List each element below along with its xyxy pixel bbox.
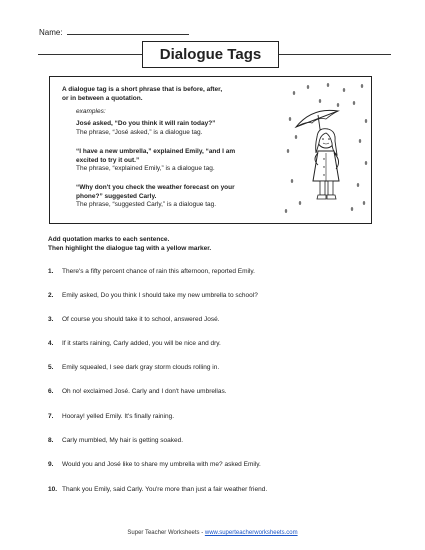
list-item: 2. Emily asked, Do you think I should take my new umbrella to school? <box>48 292 258 299</box>
list-item: 10. Thank you Emily, said Carly. You're more than just a fair weather friend. <box>48 486 268 493</box>
list-item: 8. Carly mumbled, My hair is getting soaked. <box>48 437 184 444</box>
example-2: “I have a new umbrella,” explained Emily, “and I am excited to try it out.” The phrase, “explained Emily,” is a dialogue tag. <box>76 148 236 172</box>
example-3: “Why don't you check the weather forecast on your phone?” suggested Carly. The phrase, “suggested Carly,” is a dialogue tag. <box>76 184 235 208</box>
list-item: 5. Emily squealed, I see dark gray storm clouds rolling in. <box>48 364 220 371</box>
girl-with-umbrella-illustration <box>282 81 370 221</box>
list-item: 1. There's a fifty percent chance of rain this afternoon, reported Emily. <box>48 268 255 275</box>
name-label: Name: <box>39 28 63 37</box>
definition: A dialogue tag is a short phrase that is before, after, or in between a quotation. <box>62 86 223 102</box>
name-field-row <box>39 27 189 37</box>
list-item: 4. If it starts raining, Carly added, you will be nice and dry. <box>48 340 221 347</box>
name-line <box>67 27 189 35</box>
example-1: José asked, “Do you think it will rain today?” The phrase, “José asked,” is a dialogue tag. <box>76 120 216 136</box>
definition-box <box>49 76 372 224</box>
page-title: Dialogue Tags <box>142 41 279 68</box>
footer-brand: Super Teacher Worksheets - <box>127 530 205 536</box>
instructions: Add quotation marks to each sentence. Then highlight the dialogue tag with a yellow marker. <box>48 236 212 252</box>
list-item: 7. Hooray! yelled Emily. It's finally raining. <box>48 413 175 420</box>
list-item: 9. Would you and José like to share my umbrella with me? asked Emily. <box>48 461 261 468</box>
list-item: 6. Oh no! exclaimed José. Carly and I don't have umbrellas. <box>48 388 227 395</box>
footer <box>0 530 425 536</box>
footer-link[interactable]: www.superteacherworksheets.com <box>204 530 298 536</box>
examples-label: examples: <box>76 108 106 115</box>
list-item: 3. Of course you should take it to school, answered José. <box>48 316 220 323</box>
